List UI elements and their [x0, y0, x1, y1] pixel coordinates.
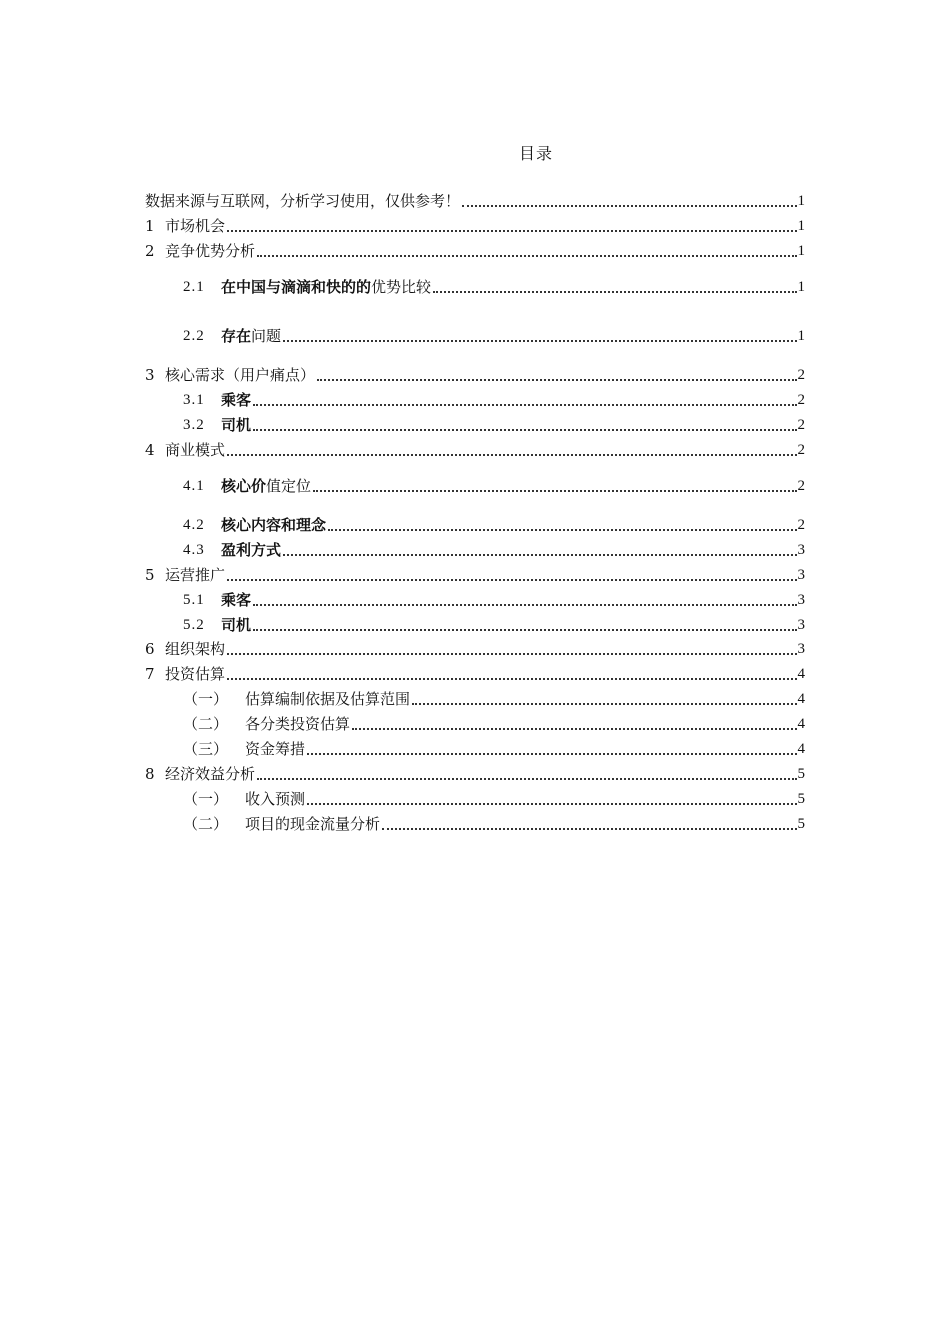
toc-entry-3-1[interactable]: [183, 389, 805, 411]
toc-entry-label-bold: 核心内容和理念: [221, 516, 327, 534]
toc-section-number: （二）: [183, 715, 229, 733]
toc-entry-6[interactable]: [145, 638, 805, 660]
toc-page-number: 4: [797, 716, 805, 732]
toc-page-number: 2: [797, 392, 805, 408]
toc-entry-label-bold: 核心价: [221, 477, 267, 495]
toc-section-number: 4.1: [183, 478, 205, 494]
toc-entry-label: 数据来源与互联网，分析学习使用，仅供参考！: [145, 192, 461, 210]
toc-section-number: 6: [145, 640, 155, 658]
dot-leader: [352, 728, 796, 730]
dot-leader: [253, 629, 796, 631]
toc-entry-label: [221, 514, 326, 536]
toc-page-number: 4: [797, 691, 805, 707]
dot-leader: [227, 454, 796, 456]
toc-section-number: （一）: [183, 790, 229, 808]
toc-entry-3[interactable]: [145, 364, 805, 386]
toc-entry-3-2[interactable]: [183, 414, 805, 436]
dot-leader: [462, 205, 796, 207]
toc-entry-5[interactable]: [145, 564, 805, 586]
toc-entry-label-bold: 司机: [221, 416, 252, 434]
dot-leader: [227, 678, 796, 680]
toc-page-number: 3: [797, 617, 805, 633]
toc-section-number: 8: [145, 765, 155, 783]
toc-page-number: 5: [797, 791, 805, 807]
dot-leader: [317, 379, 796, 381]
toc-page-number: 2: [797, 478, 805, 494]
toc-page-number: 3: [797, 542, 805, 558]
toc-entry-2[interactable]: [145, 240, 805, 262]
toc-entry-2-2[interactable]: [183, 325, 805, 347]
toc-entry-label: [221, 614, 251, 636]
toc-page-number: 3: [797, 567, 805, 583]
dot-leader: [307, 753, 796, 755]
toc-section-number: 4: [145, 441, 155, 459]
dot-leader: [257, 255, 796, 257]
dot-leader: [227, 230, 796, 232]
toc-entry-1[interactable]: [145, 215, 805, 237]
toc-page-number: 2: [797, 517, 805, 533]
toc-entry-label: 各分类投资估算: [245, 715, 351, 733]
toc-entry-label: 竞争优势分析: [165, 242, 256, 260]
toc-section-number: 5: [145, 566, 155, 584]
toc-entry-label: [221, 276, 431, 298]
toc-entry-label: [221, 589, 251, 611]
toc-section-number: （三）: [183, 740, 229, 758]
toc-entry-label: 收入预测: [245, 790, 306, 808]
toc-entry-4-1[interactable]: [183, 475, 805, 497]
toc-page-number: 2: [797, 367, 805, 383]
toc-entry-label: [221, 475, 311, 497]
toc-entry-label: 核心需求（用户痛点）: [165, 366, 316, 384]
toc-page-number: 1: [797, 218, 805, 234]
dot-leader: [257, 778, 796, 780]
toc-page-number: 1: [797, 279, 805, 295]
toc-entry-label-bold: 司机: [221, 616, 252, 634]
toc-entry-label-bold: 存在: [221, 327, 252, 345]
toc-section-number: 2.2: [183, 328, 205, 344]
toc-section-number: （一）: [183, 690, 229, 708]
toc-entry-label-bold: 乘客: [221, 591, 252, 609]
dot-leader: [227, 579, 796, 581]
toc-section-number: 5.1: [183, 592, 205, 608]
toc-section-number: 4.3: [183, 542, 205, 558]
toc-entry-label-bold: 乘客: [221, 391, 252, 409]
toc-entry-2-1[interactable]: [183, 276, 805, 298]
toc-entry-5-2[interactable]: [183, 614, 805, 636]
toc-page-number: 2: [797, 417, 805, 433]
toc-section-number: 3: [145, 366, 155, 384]
toc-entry-4-3[interactable]: [183, 539, 805, 561]
dot-leader: [412, 703, 796, 705]
toc-title: 目录: [518, 144, 553, 163]
toc-section-number: （二）: [183, 815, 229, 833]
toc-page-number: 3: [797, 641, 805, 657]
dot-leader: [283, 554, 796, 556]
toc-entry-label-bold: 盈利方式: [221, 541, 282, 559]
toc-section-number: 3.2: [183, 417, 205, 433]
toc-page-number: 1: [797, 328, 805, 344]
toc-page-number: 1: [797, 243, 805, 259]
toc-entry-8-b[interactable]: [183, 813, 805, 835]
toc-section-number: 1: [145, 217, 155, 235]
dot-leader: [382, 828, 796, 830]
toc-page-number: 5: [797, 766, 805, 782]
toc-entry-label: 估算编制依据及估算范围: [245, 690, 411, 708]
dot-leader: [307, 803, 796, 805]
dot-leader: [433, 291, 796, 293]
toc-entry-label-rest: 优势比较: [371, 278, 432, 296]
toc-section-number: 2: [145, 242, 155, 260]
dot-leader: [253, 429, 796, 431]
toc-entry-label: 项目的现金流量分析: [245, 815, 381, 833]
toc-entry-label: [221, 539, 281, 561]
toc-entry-7[interactable]: [145, 663, 805, 685]
toc-entry-4[interactable]: [145, 439, 805, 461]
dot-leader: [227, 653, 796, 655]
toc-entry-label: 资金筹措: [245, 740, 306, 758]
toc-page-number: 4: [797, 666, 805, 682]
toc-entry-label: [221, 389, 251, 411]
toc-entry-label: [221, 414, 251, 436]
toc-page-number: 5: [797, 816, 805, 832]
toc-entry-label: 组织架构: [165, 640, 226, 658]
toc-section-number: 5.2: [183, 617, 205, 633]
toc-section-number: 2.1: [183, 279, 205, 295]
dot-leader: [253, 404, 796, 406]
toc-section-number: 7: [145, 665, 155, 683]
toc-entry-label: 经济效益分析: [165, 765, 256, 783]
toc-entry-8[interactable]: [145, 763, 805, 785]
toc-entry-label-rest: 问题: [251, 327, 282, 345]
toc-page-number: 1: [797, 193, 805, 209]
toc-entry-5-1[interactable]: [183, 589, 805, 611]
toc-entry-label-rest: 值定位: [266, 477, 312, 495]
toc-entry-label-bold: 在中国与滴滴和快的的: [221, 278, 372, 296]
toc-entry-label: 市场机会: [165, 217, 226, 235]
toc-entry-label: 投资估算: [165, 665, 226, 683]
toc-entry-7-b[interactable]: [183, 713, 805, 735]
toc-entry-source-note[interactable]: [145, 190, 805, 212]
toc-page-number: 2: [797, 442, 805, 458]
dot-leader: [313, 490, 796, 492]
toc-entry-label: 运营推广: [165, 566, 226, 584]
dot-leader: [328, 529, 796, 531]
toc-page-number: 3: [797, 592, 805, 608]
toc-entry-7-a[interactable]: [183, 688, 805, 710]
dot-leader: [253, 604, 796, 606]
toc-section-number: 4.2: [183, 517, 205, 533]
toc-page-number: 4: [797, 741, 805, 757]
toc-entry-4-2[interactable]: [183, 514, 805, 536]
toc-entry-label: [221, 325, 281, 347]
toc-entry-label: 商业模式: [165, 441, 226, 459]
toc-entry-8-a[interactable]: [183, 788, 805, 810]
dot-leader: [283, 340, 796, 342]
toc-entry-7-c[interactable]: [183, 738, 805, 760]
toc-section-number: 3.1: [183, 392, 205, 408]
